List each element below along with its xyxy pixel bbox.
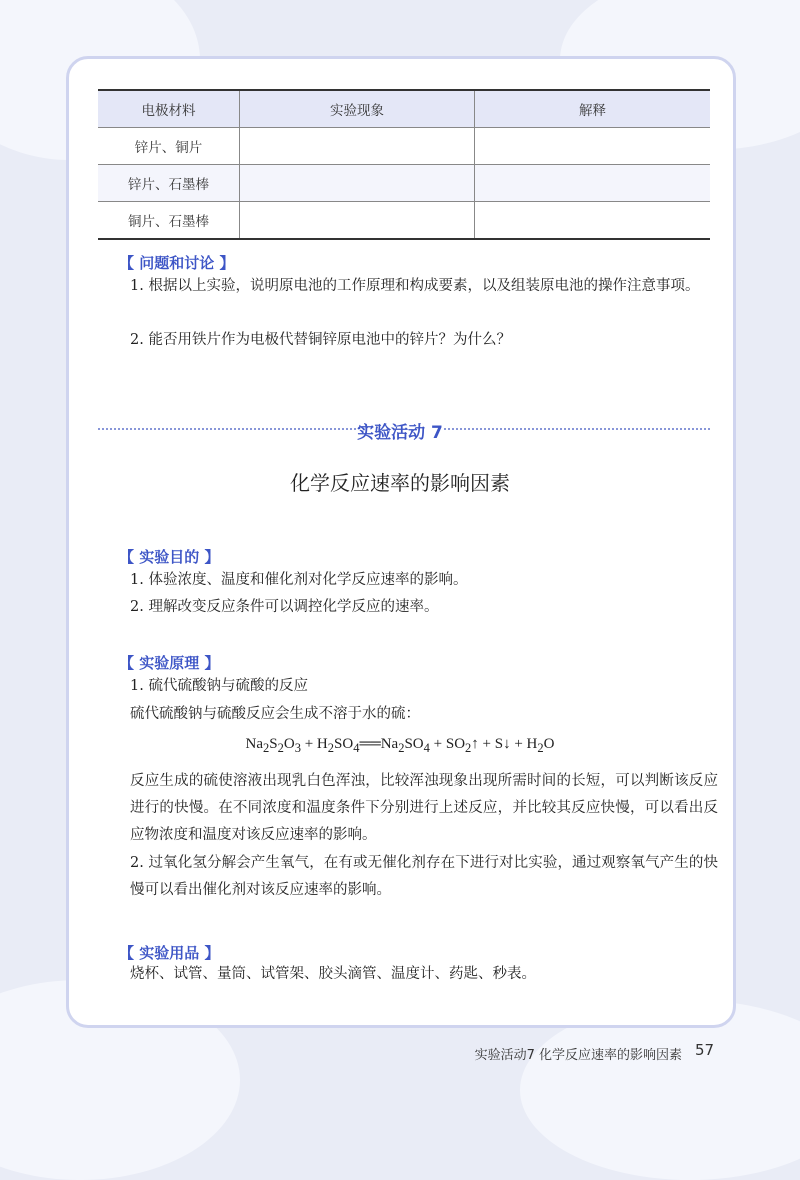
page-number: 57 <box>695 1041 715 1059</box>
materials-list: 烧杯、试管、量筒、试管架、胶头滴管、温度计、药匙、秒表。 <box>130 966 536 982</box>
principle-item-1-explanation: 反应生成的硫使溶液出现乳白色浑浊，比较浑浊现象出现所需时间的长短，可以判断该反应进行的快慢。在不同浓度和温度条件下分别进行上述反应，并比较其反应快慢，可以看出反应物浓度和温度对该反应速率的影响。 <box>130 773 718 843</box>
table-cell: 铜片、石墨棒 <box>128 214 209 230</box>
table-cell <box>240 202 475 240</box>
table-cell: 锌片、石墨棒 <box>128 177 209 193</box>
table-row <box>98 165 710 202</box>
table-header-row <box>98 90 710 128</box>
page-title: 化学反应速率的影响因素 <box>290 471 510 495</box>
discussion-item-1: 1. 根据以上实验，说明原电池的工作原理和构成要素，以及组装原电池的操作注意事项。 <box>130 278 700 294</box>
chemical-equation: $Na_2S_2O_3$ + $H_2SO_4══Na_2SO_4$ + $SO_2↑$ + S↓ + $H_2O$ <box>245 736 555 755</box>
principle-heading: 【 实验原理 】 <box>119 654 220 672</box>
divider-right <box>444 428 710 430</box>
materials-heading: 【 实验用品 】 <box>119 944 220 962</box>
purpose-heading: 【 实验目的 】 <box>119 548 220 566</box>
table-cell <box>240 165 475 202</box>
table-cell <box>240 128 475 165</box>
purpose-item-2: 2. 理解改变反应条件可以调控化学反应的速率。 <box>130 599 439 615</box>
principle-item-1-intro: 硫代硫酸钠与硫酸反应会生成不溶于水的硫： <box>130 706 420 722</box>
table-cell <box>475 128 711 165</box>
principle-item-2: 2. 过氧化氢分解会产生氧气，在有或无催化剂存在下进行对比实验，通过观察氧气产生的快慢可以看出催化剂对该反应速率的影响。 <box>130 855 718 898</box>
observation-table <box>98 89 710 240</box>
header-explanation: 解释 <box>475 90 711 128</box>
table-cell <box>475 202 711 240</box>
table-cell: 锌片、铜片 <box>134 140 203 156</box>
running-title: 实验活动7 化学反应速率的影响因素 <box>474 1048 682 1063</box>
table-cell <box>475 165 711 202</box>
purpose-item-1: 1. 体验浓度、温度和催化剂对化学反应速率的影响。 <box>130 572 468 588</box>
discussion-item-2: 2. 能否用铁片作为电极代替铜锌原电池中的锌片？为什么？ <box>130 332 511 348</box>
discussion-heading: 【 问题和讨论 】 <box>119 254 235 272</box>
header-phenomenon: 实验现象 <box>240 90 475 128</box>
principle-item-1-heading: 1. 硫代硫酸钠与硫酸的反应 <box>130 678 308 694</box>
activity-label: 实验活动 7 <box>357 423 443 443</box>
table-row <box>98 128 710 165</box>
header-electrode: 电极材料 <box>141 103 196 119</box>
table-row <box>98 202 710 240</box>
